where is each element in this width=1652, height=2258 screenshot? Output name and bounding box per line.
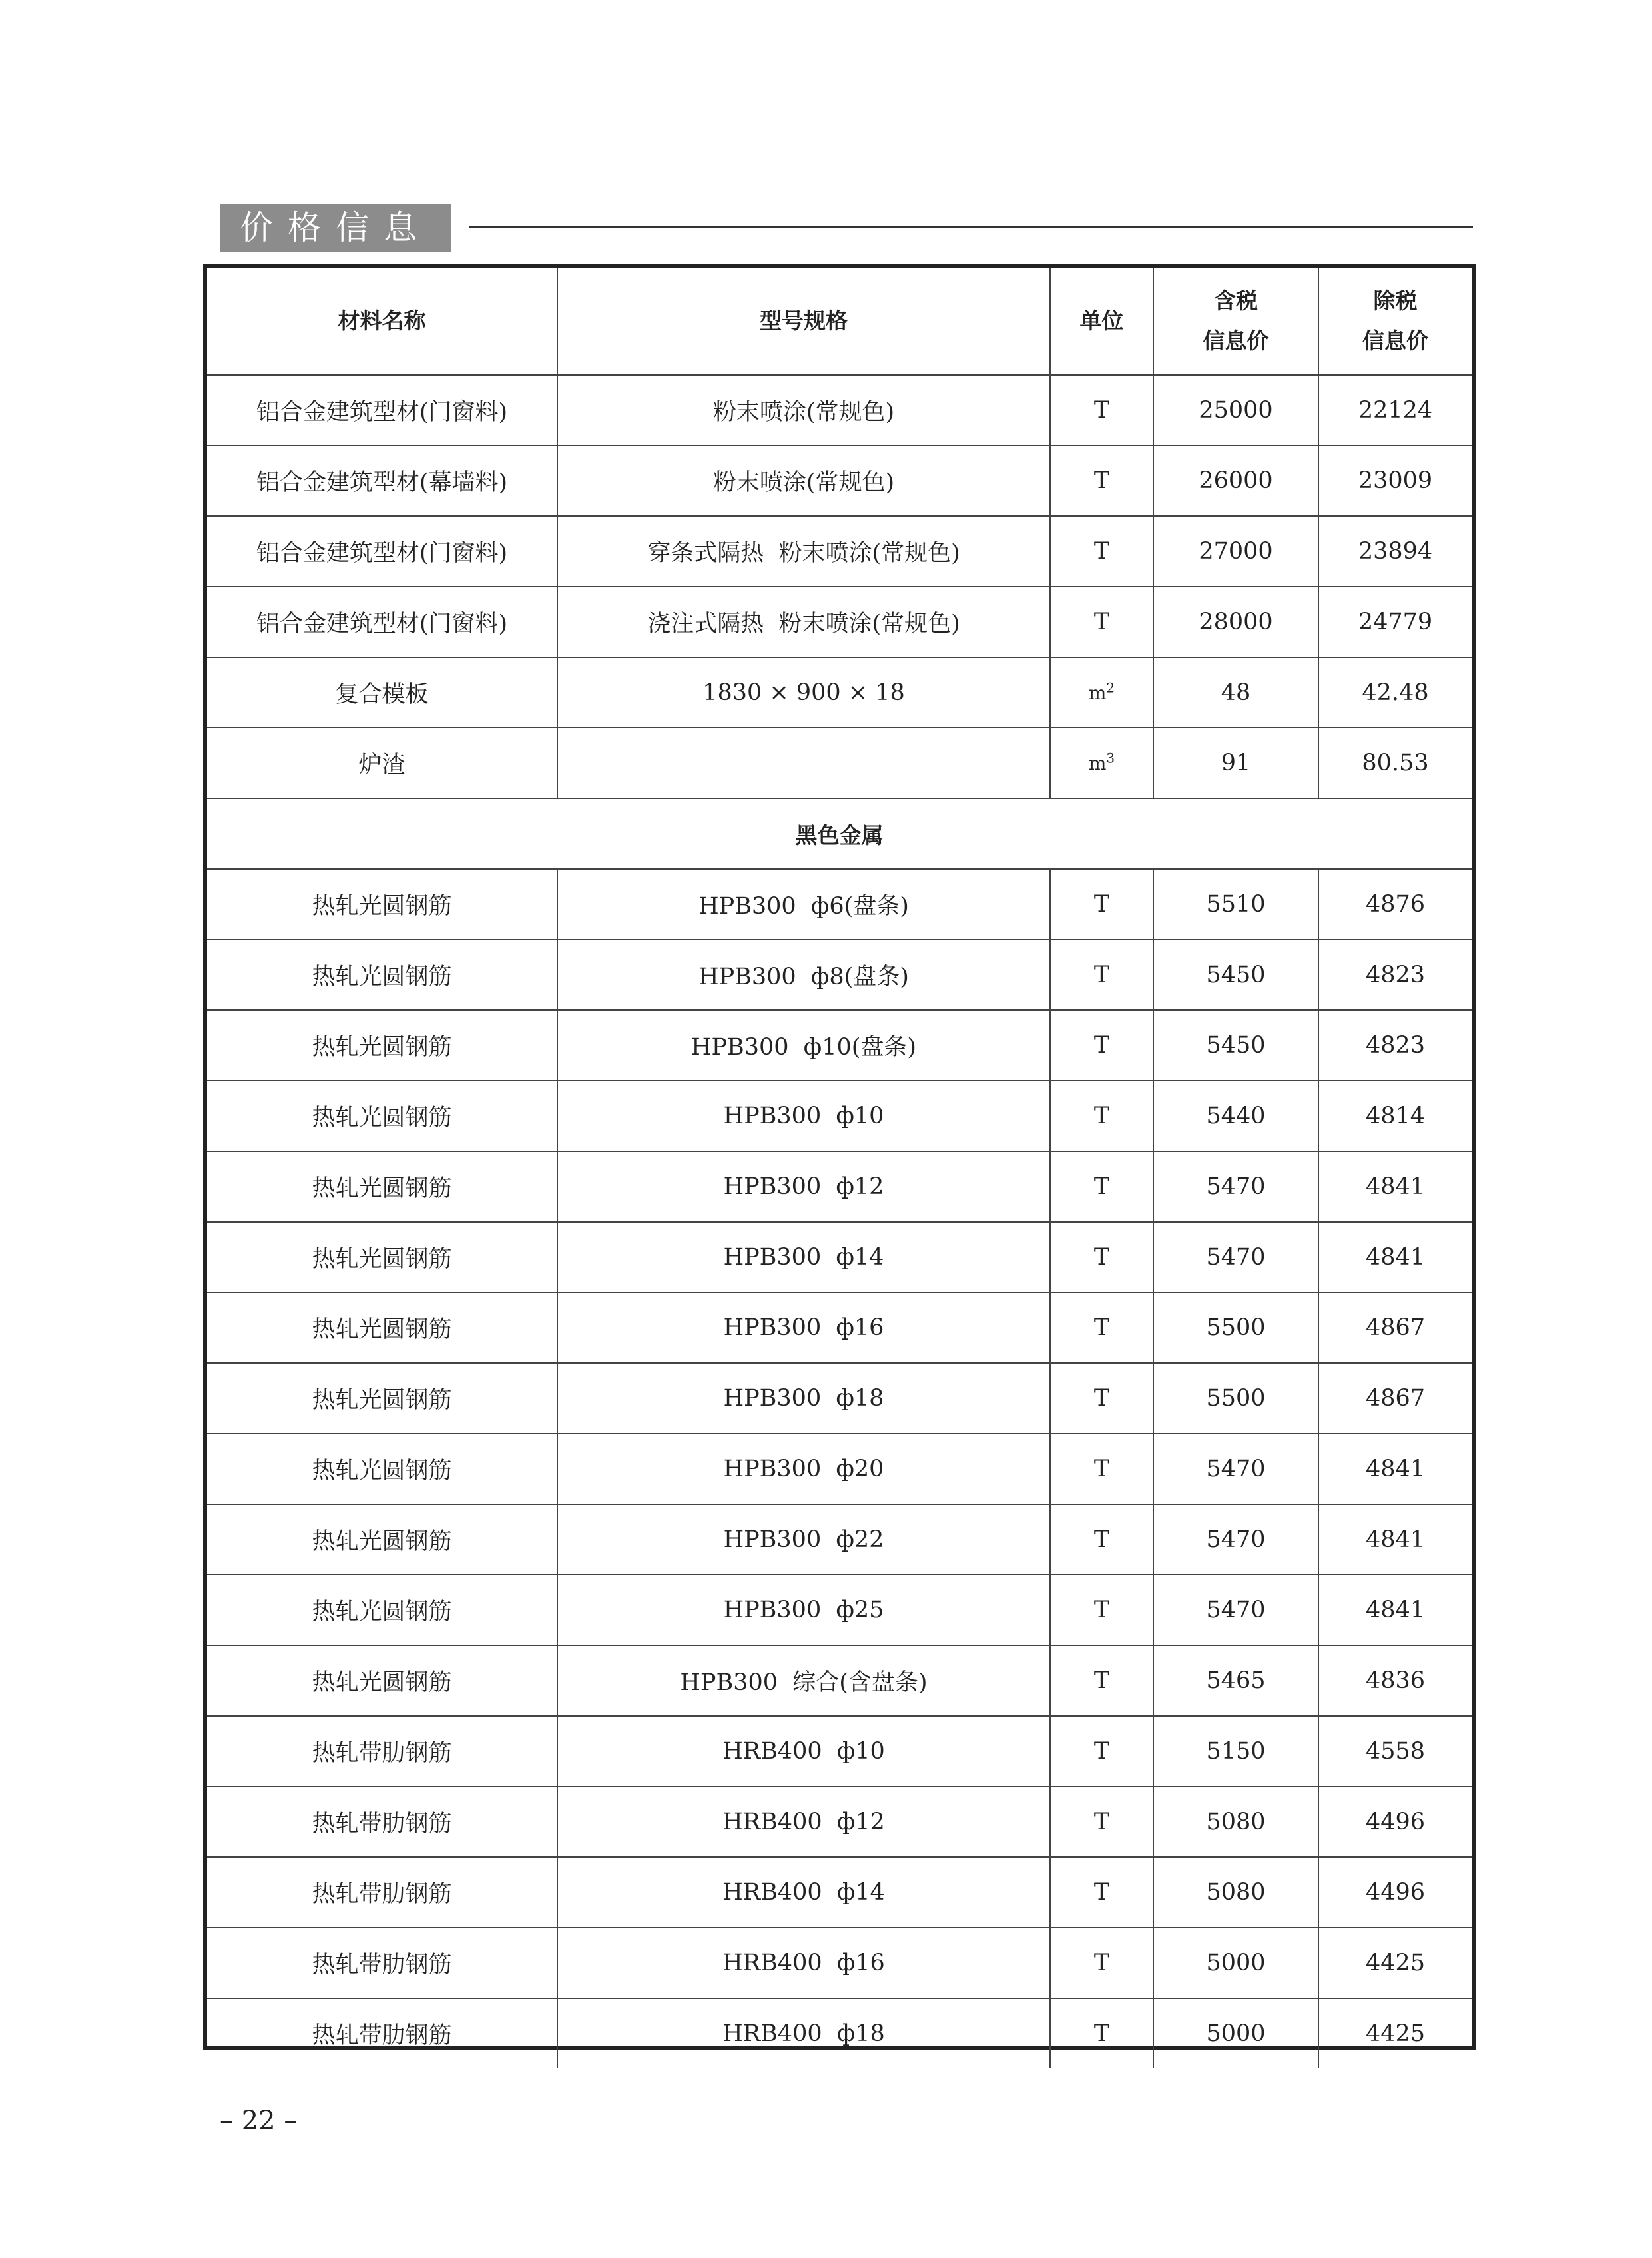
cell-spec: 1830 × 900 × 18 <box>557 657 1050 728</box>
header-tax-included-line1: 含税 <box>1214 288 1258 314</box>
cell-name: 热轧带肋钢筋 <box>207 1716 557 1787</box>
cell-price-excl: 4841 <box>1318 1504 1472 1575</box>
cell-price-incl: 26000 <box>1153 445 1318 516</box>
cell-name: 热轧带肋钢筋 <box>207 1787 557 1857</box>
ferrous-metal-rows <box>207 869 1472 2068</box>
table-row <box>207 1292 1472 1363</box>
cell-spec: 浇注式隔热 粉末喷涂(常规色) <box>557 587 1050 657</box>
section-title: 价格信息 <box>220 204 451 252</box>
cell-name: 热轧带肋钢筋 <box>207 1998 557 2068</box>
cell-price-excl: 4841 <box>1318 1151 1472 1222</box>
cell-price-incl: 5450 <box>1153 1010 1318 1081</box>
unit-exponent: 3 <box>1106 750 1115 766</box>
cell-price-excl: 24779 <box>1318 587 1472 657</box>
table-row <box>207 1434 1472 1504</box>
cell-price-excl: 4496 <box>1318 1857 1472 1928</box>
section-row <box>207 798 1472 869</box>
header-spec: 型号规格 <box>557 268 1050 375</box>
table-row <box>207 1787 1472 1857</box>
cell-spec: HRB400 ф14 <box>557 1857 1050 1928</box>
table-row <box>207 1363 1472 1434</box>
cell-unit: T <box>1050 869 1153 940</box>
cell-price-excl: 42.48 <box>1318 657 1472 728</box>
cell-price-incl: 5500 <box>1153 1292 1318 1363</box>
cell-spec: 穿条式隔热 粉末喷涂(常规色) <box>557 516 1050 587</box>
cell-unit: T <box>1050 1222 1153 1292</box>
cell-price-excl: 4425 <box>1318 1998 1472 2068</box>
cell-price-excl: 4836 <box>1318 1645 1472 1716</box>
cell-price-excl: 80.53 <box>1318 728 1472 798</box>
cell-price-excl: 22124 <box>1318 375 1472 445</box>
cell-price-incl: 5080 <box>1153 1857 1318 1928</box>
cell-spec: HPB300 ф14 <box>557 1222 1050 1292</box>
cell-price-excl: 23009 <box>1318 445 1472 516</box>
table-row <box>207 1504 1472 1575</box>
cell-name: 复合模板 <box>207 657 557 728</box>
cell-price-incl: 91 <box>1153 728 1318 798</box>
cell-name: 热轧光圆钢筋 <box>207 1151 557 1222</box>
cell-spec: HPB300 ф22 <box>557 1504 1050 1575</box>
cell-spec: HPB300 ф20 <box>557 1434 1050 1504</box>
unit-base: m <box>1088 752 1107 774</box>
table-row <box>207 940 1472 1010</box>
unit-base: m <box>1088 681 1107 704</box>
table-row <box>207 516 1472 587</box>
cell-price-incl: 25000 <box>1153 375 1318 445</box>
cell-spec: HRB400 ф16 <box>557 1928 1050 1998</box>
cell-unit: T <box>1050 1434 1153 1504</box>
cell-name: 热轧光圆钢筋 <box>207 1222 557 1292</box>
cell-price-incl: 5470 <box>1153 1151 1318 1222</box>
table-row <box>207 587 1472 657</box>
cell-name: 热轧光圆钢筋 <box>207 1010 557 1081</box>
header-tax-excluded-line1: 除税 <box>1373 288 1418 314</box>
cell-price-incl: 5500 <box>1153 1363 1318 1434</box>
cell-name: 炉渣 <box>207 728 557 798</box>
header-tax-excluded-line2: 信息价 <box>1362 328 1428 354</box>
cell-price-incl: 5000 <box>1153 1928 1318 1998</box>
table-row <box>207 375 1472 445</box>
price-table-grid <box>207 268 1472 2068</box>
cell-name: 热轧光圆钢筋 <box>207 1504 557 1575</box>
cell-spec: 粉末喷涂(常规色) <box>557 445 1050 516</box>
table-row <box>207 1857 1472 1928</box>
cell-name: 热轧带肋钢筋 <box>207 1928 557 1998</box>
cell-price-excl: 4558 <box>1318 1716 1472 1787</box>
cell-unit: T <box>1050 587 1153 657</box>
cell-price-excl: 4876 <box>1318 869 1472 940</box>
cell-unit <box>1050 657 1153 728</box>
table-row <box>207 1998 1472 2068</box>
table-row <box>207 657 1472 728</box>
cell-price-incl: 5080 <box>1153 1787 1318 1857</box>
header-rule <box>469 226 1473 228</box>
cell-spec: HRB400 ф10 <box>557 1716 1050 1787</box>
cell-unit: T <box>1050 1928 1153 1998</box>
cell-unit: T <box>1050 445 1153 516</box>
cell-unit: T <box>1050 1645 1153 1716</box>
header-tax-excluded-price <box>1318 268 1472 375</box>
header-material-name: 材料名称 <box>207 268 557 375</box>
cell-name: 铝合金建筑型材(门窗料) <box>207 375 557 445</box>
cell-name: 热轧光圆钢筋 <box>207 1575 557 1645</box>
cell-price-excl: 4841 <box>1318 1222 1472 1292</box>
cell-price-excl: 4867 <box>1318 1363 1472 1434</box>
cell-name: 热轧带肋钢筋 <box>207 1857 557 1928</box>
cell-unit: T <box>1050 1575 1153 1645</box>
cell-spec: HPB300 ф16 <box>557 1292 1050 1363</box>
table-row <box>207 445 1472 516</box>
cell-price-incl: 48 <box>1153 657 1318 728</box>
cell-unit: T <box>1050 1363 1153 1434</box>
unit-exponent: 2 <box>1106 679 1115 696</box>
cell-unit: T <box>1050 1716 1153 1787</box>
header-tax-included-line2: 信息价 <box>1203 328 1269 354</box>
cell-spec: HPB300 ф6(盘条) <box>557 869 1050 940</box>
table-row <box>207 1081 1472 1151</box>
cell-price-incl: 5510 <box>1153 869 1318 940</box>
cell-spec: HPB300 ф18 <box>557 1363 1050 1434</box>
cell-name: 热轧光圆钢筋 <box>207 940 557 1010</box>
cell-name: 热轧光圆钢筋 <box>207 1081 557 1151</box>
cell-spec: HPB300 ф8(盘条) <box>557 940 1050 1010</box>
cell-spec: HRB400 ф12 <box>557 1787 1050 1857</box>
table-row <box>207 1151 1472 1222</box>
cell-unit: T <box>1050 1504 1153 1575</box>
cell-spec: HRB400 ф18 <box>557 1998 1050 2068</box>
cell-unit: T <box>1050 1857 1153 1928</box>
cell-spec: HPB300 ф10(盘条) <box>557 1010 1050 1081</box>
cell-price-incl: 5450 <box>1153 940 1318 1010</box>
cell-price-incl: 28000 <box>1153 587 1318 657</box>
cell-unit: T <box>1050 1292 1153 1363</box>
table-row <box>207 1010 1472 1081</box>
cell-price-incl: 27000 <box>1153 516 1318 587</box>
cell-name: 铝合金建筑型材(幕墙料) <box>207 445 557 516</box>
cell-price-incl: 5470 <box>1153 1434 1318 1504</box>
cell-price-excl: 4867 <box>1318 1292 1472 1363</box>
cell-spec: HPB300 ф12 <box>557 1151 1050 1222</box>
table-row <box>207 1928 1472 1998</box>
cell-price-incl: 5000 <box>1153 1998 1318 2068</box>
cell-unit: T <box>1050 375 1153 445</box>
cell-unit: T <box>1050 516 1153 587</box>
cell-name: 热轧光圆钢筋 <box>207 1645 557 1716</box>
cell-spec: HPB300 ф25 <box>557 1575 1050 1645</box>
cell-spec: 粉末喷涂(常规色) <box>557 375 1050 445</box>
cell-price-excl: 4496 <box>1318 1787 1472 1857</box>
cell-price-incl: 5150 <box>1153 1716 1318 1787</box>
cell-price-incl: 5470 <box>1153 1222 1318 1292</box>
cell-name: 热轧光圆钢筋 <box>207 1292 557 1363</box>
cell-spec: HPB300 综合(含盘条) <box>557 1645 1050 1716</box>
cell-spec <box>557 728 1050 798</box>
table-row <box>207 728 1472 798</box>
cell-price-incl: 5440 <box>1153 1081 1318 1151</box>
cell-unit: T <box>1050 1787 1153 1857</box>
cell-name: 热轧光圆钢筋 <box>207 869 557 940</box>
cell-price-excl: 4814 <box>1318 1081 1472 1151</box>
cell-price-excl: 4841 <box>1318 1575 1472 1645</box>
cell-price-excl: 4823 <box>1318 940 1472 1010</box>
cell-price-incl: 5470 <box>1153 1504 1318 1575</box>
cell-unit: T <box>1050 940 1153 1010</box>
header-unit: 单位 <box>1050 268 1153 375</box>
header-tax-included-price <box>1153 268 1318 375</box>
table-header-row <box>207 268 1472 375</box>
table-row <box>207 1716 1472 1787</box>
cell-price-incl: 5465 <box>1153 1645 1318 1716</box>
table-row <box>207 1575 1472 1645</box>
price-table <box>203 264 1476 2050</box>
cell-spec: HPB300 ф10 <box>557 1081 1050 1151</box>
cell-unit: T <box>1050 1151 1153 1222</box>
cell-price-excl: 4425 <box>1318 1928 1472 1998</box>
cell-name: 铝合金建筑型材(门窗料) <box>207 516 557 587</box>
cell-price-excl: 23894 <box>1318 516 1472 587</box>
cell-unit: T <box>1050 1081 1153 1151</box>
cell-price-excl: 4823 <box>1318 1010 1472 1081</box>
section-label: 黑色金属 <box>207 798 1472 869</box>
cell-name: 热轧光圆钢筋 <box>207 1363 557 1434</box>
cell-price-excl: 4841 <box>1318 1434 1472 1504</box>
table-row <box>207 1222 1472 1292</box>
cell-name: 热轧光圆钢筋 <box>207 1434 557 1504</box>
cell-unit: T <box>1050 1010 1153 1081</box>
cell-price-incl: 5470 <box>1153 1575 1318 1645</box>
cell-unit <box>1050 728 1153 798</box>
page-number: – 22 – <box>220 2106 298 2136</box>
table-row <box>207 869 1472 940</box>
table-row <box>207 1645 1472 1716</box>
cell-name: 铝合金建筑型材(门窗料) <box>207 587 557 657</box>
cell-unit: T <box>1050 1998 1153 2068</box>
